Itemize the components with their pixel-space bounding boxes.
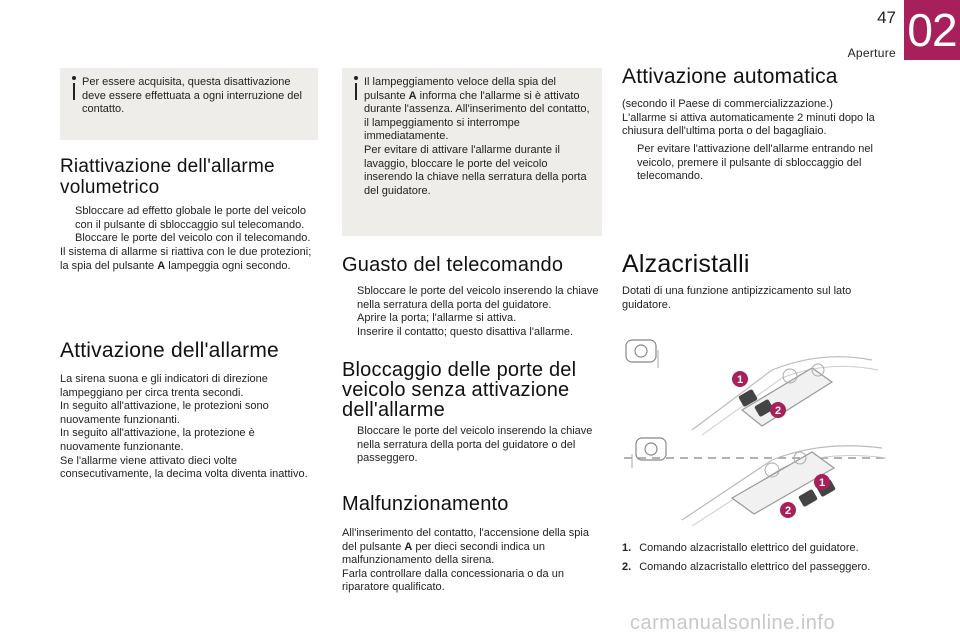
driver-switch-panel bbox=[626, 340, 878, 435]
bullet-list-bloccaggio bbox=[342, 425, 602, 466]
info-icon bbox=[352, 76, 362, 100]
bold-label: A bbox=[408, 89, 417, 102]
caption-text: Comando alzacristallo elettrico del guidatore. bbox=[639, 542, 859, 554]
list-item bbox=[342, 425, 602, 466]
info-text: Per essere acquisita, questa disattivazione deve essere effettuata a ogni interruzione del contatto. bbox=[82, 76, 302, 116]
figure-label-2: 2 bbox=[784, 505, 792, 517]
bullet-list-riattivazione bbox=[60, 205, 318, 246]
list-item bbox=[342, 312, 602, 326]
text-span: per dieci secondi indica un malfunzionamento della sirena. Farla controllare dalla concessionaria o da un riparatore qualificato. bbox=[342, 540, 564, 594]
heading-line: volumetrico bbox=[60, 177, 160, 198]
list-item-text: Per evitare l'attivazione dell'allarme entrando nel veicolo, premere il pulsante di sbloccaggio del telecomando. bbox=[637, 143, 873, 183]
heading-line: dell'allarme bbox=[342, 399, 445, 421]
heading-attivazione: Attivazione dell'allarme bbox=[60, 339, 279, 362]
info-box-disattivazione bbox=[60, 68, 318, 140]
figure-label-2: 2 bbox=[774, 405, 782, 417]
text-span: Il lampeggiamento veloce della spia del pulsante bbox=[364, 76, 557, 102]
section-title: Aperture bbox=[847, 46, 896, 60]
list-item-text: Bloccare le porte del veicolo con il telecomando. bbox=[75, 232, 311, 245]
heading-bloccaggio bbox=[342, 360, 602, 420]
heading-line: Bloccaggio delle porte del bbox=[342, 359, 577, 381]
caption-2 bbox=[622, 560, 892, 574]
figure-label-1: 1 bbox=[736, 374, 744, 386]
page-number: 47 bbox=[877, 8, 896, 27]
para-automatica: (secondo il Paese di commercializzazione.) L'allarme si attiva automaticamente 2 minuti dopo la chiusura dell'ultima porta o del bagagliaio. bbox=[622, 98, 875, 138]
list-item-text: Sbloccare le porte del veicolo inserendo la chiave nella serratura della porta del guidatore. bbox=[357, 285, 599, 311]
list-item-text: Aprire la porta; l'allarme si attiva. bbox=[357, 312, 517, 325]
heading-riattivazione bbox=[60, 156, 320, 198]
text-span: All'inserimento del contatto, l'accensione della spia del pulsante bbox=[342, 527, 589, 553]
watermark: carmanualsonline.info bbox=[630, 612, 836, 634]
info-box-lampeggiamento bbox=[342, 68, 602, 236]
bullet-list-guasto bbox=[342, 285, 602, 339]
list-item-text: Inserire il contatto; questo disattiva l'allarme. bbox=[357, 325, 574, 338]
para-attivazione: La sirena suona e gli indicatori di direzione lampeggiano per circa trenta secondi. In seguito all'attivazione, le protezioni sono nuovamente funzionanti. In seguito all'attivazione, la protezione è nuovamente funzionante. Se l'allarme viene attivato dieci volte consecutivamente, la decima volta diventa inattivo. bbox=[60, 373, 308, 481]
chapter-tab: 02 bbox=[904, 0, 960, 60]
text-span: informa che l'allarme si è attivato durante l'assenza. All'inserimento del contatto, il lampeggiamento si interrompe immediatamente. Per evitare di attivare l'allarme durante il lavaggio, bloccare le porte del veicolo inserendo la chiave nella serratura della porta del guidatore. bbox=[364, 89, 590, 197]
caption-number: 1. bbox=[622, 542, 632, 554]
heading-automatica: Attivazione automatica bbox=[622, 65, 838, 88]
caption-1 bbox=[622, 541, 892, 555]
text-span: Il sistema di allarme si riattiva con le due protezioni; la spia del pulsante bbox=[60, 246, 312, 272]
list-item-text: Bloccare le porte del veicolo inserendo la chiave nella serratura della porta del guidatore o del passeggero. bbox=[357, 425, 593, 465]
para-malfunzionamento bbox=[342, 527, 602, 595]
caption-number: 2. bbox=[622, 561, 632, 573]
caption-text: Comando alzacristallo elettrico del passeggero. bbox=[639, 561, 871, 573]
list-item bbox=[342, 285, 602, 312]
passenger-switch-panel bbox=[632, 438, 886, 526]
list-item bbox=[60, 232, 318, 246]
list-item-text: Sbloccare ad effetto globale le porte del veicolo con il pulsante di sbloccaggio sul telecomando. bbox=[75, 205, 306, 231]
para-alzacristalli: Dotati di una funzione antipizzicamento sul lato guidatore. bbox=[622, 285, 852, 311]
bullet-list-automatica bbox=[622, 143, 890, 184]
bold-label: A bbox=[404, 540, 413, 553]
list-item bbox=[60, 205, 318, 232]
heading-line: Riattivazione dell'allarme bbox=[60, 156, 275, 177]
figure-label-1: 1 bbox=[818, 477, 826, 489]
bold-label: A bbox=[157, 259, 166, 272]
heading-alzacristalli: Alzacristalli bbox=[622, 250, 750, 278]
info-icon bbox=[70, 76, 80, 100]
list-item bbox=[342, 326, 602, 340]
text-span: lampeggia ogni secondo. bbox=[165, 259, 291, 272]
window-switch-illustration bbox=[622, 330, 892, 530]
heading-line: veicolo senza attivazione bbox=[342, 379, 570, 401]
heading-malfunzionamento: Malfunzionamento bbox=[342, 493, 509, 515]
para-riattivazione bbox=[60, 246, 318, 273]
heading-guasto: Guasto del telecomando bbox=[342, 254, 564, 276]
info-text bbox=[364, 76, 594, 198]
list-item bbox=[622, 143, 890, 184]
